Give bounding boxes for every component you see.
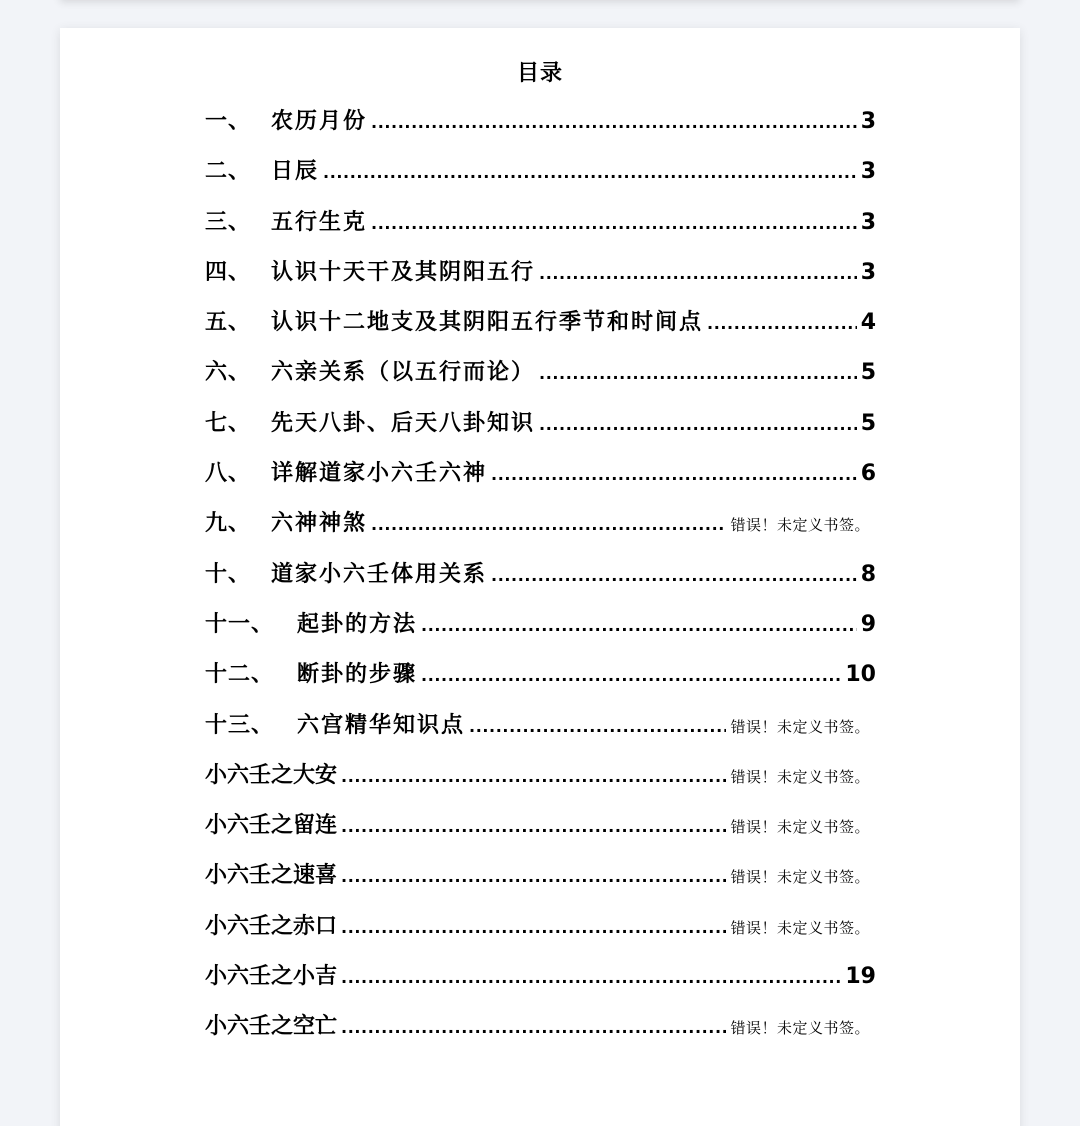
toc-entry-number: 十二、 (205, 662, 275, 688)
toc-dot-leader (341, 759, 726, 795)
toc-entry[interactable] (205, 255, 876, 305)
toc-dot-leader (491, 457, 857, 493)
toc-entry-title: 认识十二地支及其阴阳五行季节和时间点 (271, 310, 704, 336)
toc-entry-page: 5 (860, 410, 876, 436)
toc-entry-page: 3 (860, 259, 876, 285)
toc-entry-title: 六宫精华知识点 (297, 712, 466, 738)
toc-entry-title: 小六壬之赤口 (205, 913, 338, 939)
toc-entry-title: 六神神煞 (271, 511, 368, 537)
toc-entry-page: 10 (845, 662, 876, 688)
toc-entry-number: 五、 (205, 310, 252, 336)
toc-entry[interactable] (205, 657, 876, 707)
toc-entry-page: 3 (860, 109, 876, 134)
toc-entry-number: 六、 (205, 360, 252, 386)
toc-entry-page-error: 错误！未定义书签。 (730, 818, 870, 837)
toc-entry-number: 三、 (205, 209, 252, 235)
toc-dot-leader (539, 256, 857, 292)
toc-dot-leader (341, 960, 841, 996)
toc-entry[interactable] (205, 607, 876, 657)
toc-entry-title: 小六壬之大安 (205, 762, 338, 788)
toc-entry[interactable] (205, 959, 876, 1009)
toc-entry-page-error: 错误！未定义书签。 (730, 1019, 870, 1038)
toc-entry-page-error: 错误！未定义书签。 (730, 868, 870, 887)
toc-entry-title: 小六壬之速喜 (205, 863, 338, 889)
toc-dot-leader (341, 910, 726, 946)
toc-entry[interactable] (205, 154, 876, 204)
toc-entry-title: 五行生克 (271, 209, 368, 235)
toc-dot-leader (341, 809, 726, 845)
toc-entry-number: 十一、 (205, 611, 275, 637)
table-of-contents (205, 104, 876, 1060)
toc-entry-title: 小六壬之空亡 (205, 1014, 338, 1040)
toc-dot-leader (341, 1010, 726, 1046)
toc-entry-title: 农历月份 (271, 109, 368, 134)
toc-entry-title: 六亲关系（以五行而论） (271, 360, 536, 386)
toc-entry[interactable] (205, 305, 876, 355)
toc-entry-page: 6 (860, 461, 876, 487)
toc-entry-page: 8 (860, 561, 876, 587)
toc-entry[interactable] (205, 909, 876, 959)
toc-entry-page: 9 (860, 611, 876, 637)
toc-entry[interactable] (205, 858, 876, 908)
toc-entry-title: 先天八卦、后天八卦知识 (271, 410, 536, 436)
toc-entry[interactable] (205, 506, 876, 556)
toc-entry[interactable] (205, 104, 876, 154)
toc-entry[interactable] (205, 1009, 876, 1059)
toc-dot-leader (707, 306, 857, 342)
toc-entry-number: 八、 (205, 461, 252, 487)
toc-dot-leader (323, 155, 857, 191)
toc-entry-number: 一、 (205, 109, 252, 134)
toc-entry[interactable] (205, 456, 876, 506)
toc-entry-title: 起卦的方法 (297, 611, 418, 637)
toc-dot-leader (341, 859, 726, 895)
toc-dot-leader (421, 658, 841, 694)
toc-entry-title: 认识十天干及其阴阳五行 (271, 259, 536, 285)
toc-entry-page: 3 (860, 209, 876, 235)
toc-entry[interactable] (205, 205, 876, 255)
toc-entry-number: 二、 (205, 159, 252, 185)
toc-entry-title: 详解道家小六壬六神 (271, 461, 488, 487)
toc-entry-page: 5 (860, 360, 876, 386)
toc-entry-number: 四、 (205, 259, 252, 285)
toc-entry-page-error: 错误！未定义书签。 (730, 717, 870, 736)
toc-entry-title: 日辰 (271, 159, 320, 185)
toc-entry-page: 4 (860, 310, 876, 336)
toc-entry[interactable] (205, 355, 876, 405)
toc-dot-leader (421, 608, 857, 644)
toc-entry[interactable] (205, 557, 876, 607)
toc-entry-number: 九、 (205, 511, 252, 537)
toc-dot-leader (539, 356, 857, 392)
toc-entry-number: 十、 (205, 561, 252, 587)
toc-entry[interactable] (205, 758, 876, 808)
toc-entry-number: 七、 (205, 410, 252, 436)
toc-entry-title: 道家小六壬体用关系 (271, 561, 488, 587)
toc-entry-title: 断卦的步骤 (297, 662, 418, 688)
toc-entry[interactable] (205, 708, 876, 758)
toc-dot-leader (371, 206, 857, 242)
toc-entry-title: 小六壬之小吉 (205, 964, 338, 990)
toc-entry-page: 19 (845, 964, 876, 990)
toc-title: 目录 (516, 61, 563, 86)
toc-dot-leader (539, 407, 857, 443)
toc-entry[interactable] (205, 406, 876, 456)
toc-entry-page-error: 错误！未定义书签。 (730, 516, 870, 535)
toc-entry-title: 小六壬之留连 (205, 813, 338, 839)
toc-entry-page-error: 错误！未定义书签。 (730, 767, 870, 786)
toc-dot-leader (371, 507, 726, 543)
toc-entry-number: 十三、 (205, 712, 275, 738)
toc-entry-page-error: 错误！未定义书签。 (730, 918, 870, 937)
toc-dot-leader (371, 105, 857, 141)
toc-dot-leader (469, 709, 726, 745)
toc-entry-page: 3 (860, 159, 876, 185)
toc-dot-leader (491, 558, 857, 594)
toc-entry[interactable] (205, 808, 876, 858)
